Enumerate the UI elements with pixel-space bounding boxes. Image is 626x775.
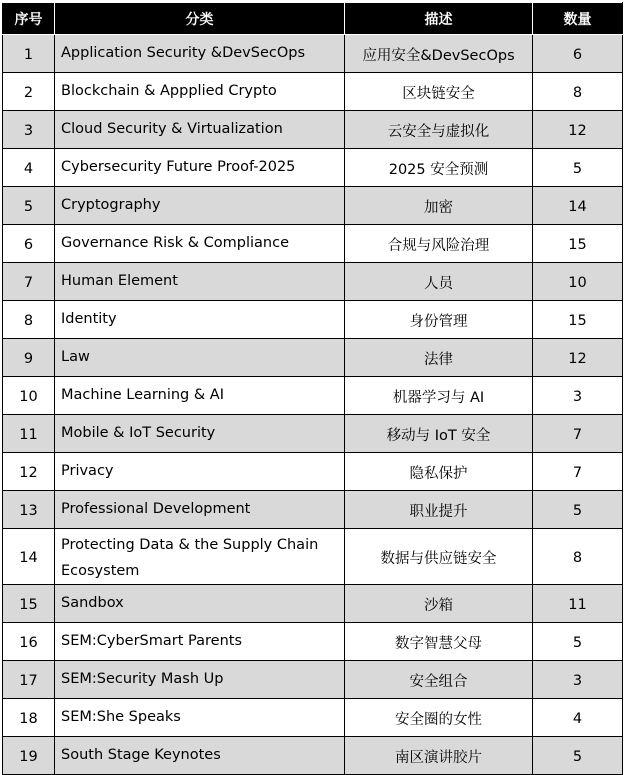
category-table xyxy=(2,2,623,775)
row-index: 11 xyxy=(3,415,55,453)
row-description: 数据与供应链安全 xyxy=(345,529,533,585)
header-count: 数量 xyxy=(533,3,623,35)
table-row xyxy=(3,263,623,301)
header-category: 分类 xyxy=(55,3,345,35)
table-row xyxy=(3,699,623,737)
row-category: Cryptography xyxy=(55,187,345,225)
row-category: South Stage Keynotes xyxy=(55,737,345,775)
table-row xyxy=(3,339,623,377)
row-description: 加密 xyxy=(345,187,533,225)
row-index: 9 xyxy=(3,339,55,377)
row-description: 法律 xyxy=(345,339,533,377)
row-count: 10 xyxy=(533,263,623,301)
row-count: 14 xyxy=(533,187,623,225)
row-description: 数字智慧父母 xyxy=(345,623,533,661)
row-index: 2 xyxy=(3,73,55,111)
row-description: 合规与风险治理 xyxy=(345,225,533,263)
table-row xyxy=(3,661,623,699)
table-row xyxy=(3,187,623,225)
row-index: 15 xyxy=(3,585,55,623)
row-category: Law xyxy=(55,339,345,377)
row-count: 4 xyxy=(533,699,623,737)
table-row xyxy=(3,415,623,453)
row-description: 安全圈的女性 xyxy=(345,699,533,737)
row-category: Machine Learning & AI xyxy=(55,377,345,415)
row-count: 7 xyxy=(533,415,623,453)
row-count: 8 xyxy=(533,73,623,111)
row-index: 6 xyxy=(3,225,55,263)
row-category: SEM:Security Mash Up xyxy=(55,661,345,699)
table-row xyxy=(3,35,623,73)
row-description: 身份管理 xyxy=(345,301,533,339)
table-row xyxy=(3,585,623,623)
row-category: Privacy xyxy=(55,453,345,491)
row-index: 1 xyxy=(3,35,55,73)
row-description: 人员 xyxy=(345,263,533,301)
row-category: Blockchain & Appplied Crypto xyxy=(55,73,345,111)
row-index: 7 xyxy=(3,263,55,301)
header-description: 描述 xyxy=(345,3,533,35)
row-count: 12 xyxy=(533,111,623,149)
table-row xyxy=(3,491,623,529)
table-row xyxy=(3,377,623,415)
row-count: 5 xyxy=(533,149,623,187)
row-description: 机器学习与 AI xyxy=(345,377,533,415)
row-index: 18 xyxy=(3,699,55,737)
row-category: Human Element xyxy=(55,263,345,301)
row-count: 5 xyxy=(533,623,623,661)
row-count: 3 xyxy=(533,661,623,699)
row-description: 云安全与虚拟化 xyxy=(345,111,533,149)
row-description: 2025 安全预测 xyxy=(345,149,533,187)
row-index: 19 xyxy=(3,737,55,775)
row-index: 17 xyxy=(3,661,55,699)
row-category: Cloud Security & Virtualization xyxy=(55,111,345,149)
table-row xyxy=(3,149,623,187)
row-description: 区块链安全 xyxy=(345,73,533,111)
row-index: 14 xyxy=(3,529,55,585)
table-row xyxy=(3,111,623,149)
table-row xyxy=(3,73,623,111)
row-count: 5 xyxy=(533,737,623,775)
row-index: 12 xyxy=(3,453,55,491)
row-index: 16 xyxy=(3,623,55,661)
row-description: 沙箱 xyxy=(345,585,533,623)
row-index: 8 xyxy=(3,301,55,339)
row-category: Application Security &DevSecOps xyxy=(55,35,345,73)
row-description: 南区演讲胶片 xyxy=(345,737,533,775)
row-category: SEM:She Speaks xyxy=(55,699,345,737)
row-index: 4 xyxy=(3,149,55,187)
table-row xyxy=(3,453,623,491)
row-count: 15 xyxy=(533,301,623,339)
category-table-container xyxy=(2,2,623,775)
row-description: 移动与 IoT 安全 xyxy=(345,415,533,453)
row-description: 职业提升 xyxy=(345,491,533,529)
row-count: 15 xyxy=(533,225,623,263)
row-count: 5 xyxy=(533,491,623,529)
row-category: SEM:CyberSmart Parents xyxy=(55,623,345,661)
header-index: 序号 xyxy=(3,3,55,35)
table-row xyxy=(3,225,623,263)
row-count: 6 xyxy=(533,35,623,73)
row-category: Professional Development xyxy=(55,491,345,529)
row-description: 应用安全&DevSecOps xyxy=(345,35,533,73)
row-category: Mobile & IoT Security xyxy=(55,415,345,453)
row-index: 13 xyxy=(3,491,55,529)
row-index: 10 xyxy=(3,377,55,415)
table-row xyxy=(3,529,623,585)
table-row xyxy=(3,301,623,339)
row-category: Identity xyxy=(55,301,345,339)
row-category: Governance Risk & Compliance xyxy=(55,225,345,263)
row-category: Cybersecurity Future Proof-2025 xyxy=(55,149,345,187)
row-count: 12 xyxy=(533,339,623,377)
row-category: Sandbox xyxy=(55,585,345,623)
row-category: Protecting Data & the Supply Chain Ecosystem xyxy=(55,529,345,585)
table-row xyxy=(3,737,623,775)
row-count: 11 xyxy=(533,585,623,623)
row-count: 3 xyxy=(533,377,623,415)
row-index: 3 xyxy=(3,111,55,149)
row-count: 8 xyxy=(533,529,623,585)
row-count: 7 xyxy=(533,453,623,491)
row-index: 5 xyxy=(3,187,55,225)
table-row xyxy=(3,623,623,661)
table-header-row xyxy=(3,3,623,35)
row-description: 隐私保护 xyxy=(345,453,533,491)
row-description: 安全组合 xyxy=(345,661,533,699)
